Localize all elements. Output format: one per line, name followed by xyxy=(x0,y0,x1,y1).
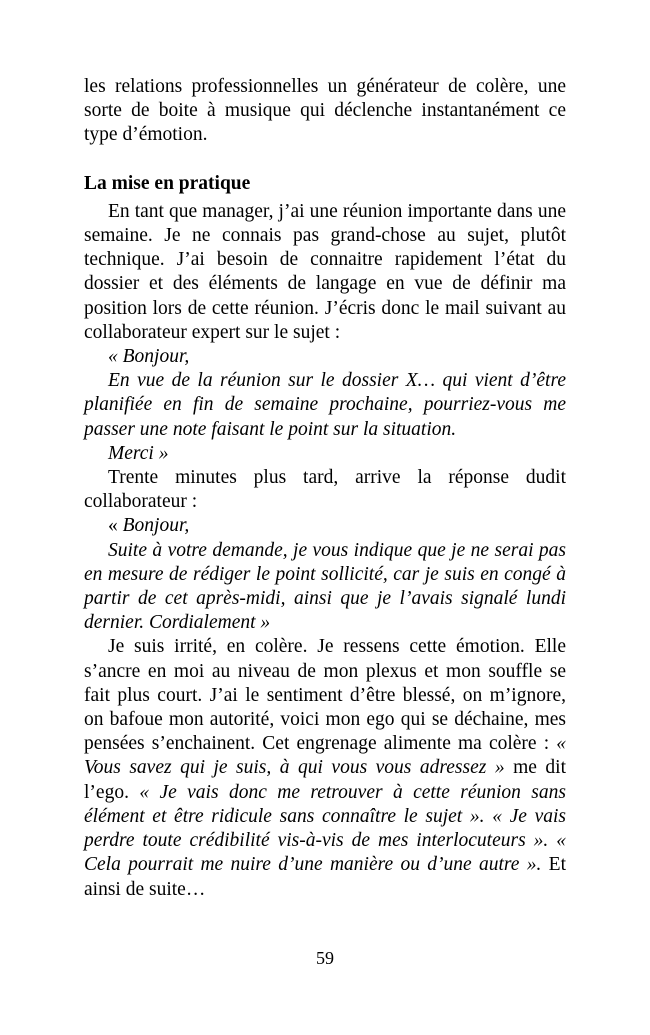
page-number: 59 xyxy=(316,948,334,968)
mail1-body: En vue de la réunion sur le dossier X… qui vient d’être planifiée en fin de semaine prochaine, pourriez-vous me passer une note faisant le point sur la situation. xyxy=(84,370,566,440)
intro-paragraph: les relations professionnelles un générateur de colère, une sorte de boite à musique qui déclenche instantanément ce type d’émotion. xyxy=(84,76,566,146)
mail2-greeting: « Bonjour, xyxy=(108,515,190,537)
mail1-greeting: « Bonjour, xyxy=(108,346,190,368)
paragraph-context: En tant que manager, j’ai une réunion importante dans une semaine. Je ne connais pas grand-chose au sujet, plutôt technique. J’ai besoin de connaitre rapidement l’état du dossier et des éléments de langage en vue de définir ma position lors de cette réunion. J’écris donc le mail suivant au collaborateur expert sur le sujet : xyxy=(84,200,566,343)
paragraph-reply: Trente minutes plus tard, arrive la réponse dudit collaborateur : xyxy=(84,467,566,513)
mail2-body: Suite à votre demande, je vous indique que je ne serai pas en mesure de rédiger le point sollicité, car je suis en congé à partir de cet après-midi, ainsi que je l’avais signalé lundi dernier. Cordialement » xyxy=(84,539,566,634)
paragraph-reaction: Je suis irrité, en colère. Je ressens cette émotion. Elle s’ancre en moi au niveau de mon plexus et mon souffle se fait plus court. J’ai le sentiment d’être blessé, on m’ignore, on bafoue mon autorité, voici mon ego qui se déchaine, mes pensées s’enchainent. Cet engrenage alimente ma colère : « Vous savez qui je suis, à qui vous vous adressez » me dit l’ego. « Je vais donc me retrouver à cette réunion sans élément et être ridicule sans connaître le sujet ». « Je vais perdre toute crédibilité vis-à-vis de mes interlocuteurs ». « Cela pourrait me nuire d’une manière ou d’une autre ». Et ainsi de suite… xyxy=(84,636,566,900)
mail1-closing: Merci » xyxy=(108,442,169,464)
page-body xyxy=(84,75,566,902)
section-heading: La mise en pratique xyxy=(84,172,251,194)
